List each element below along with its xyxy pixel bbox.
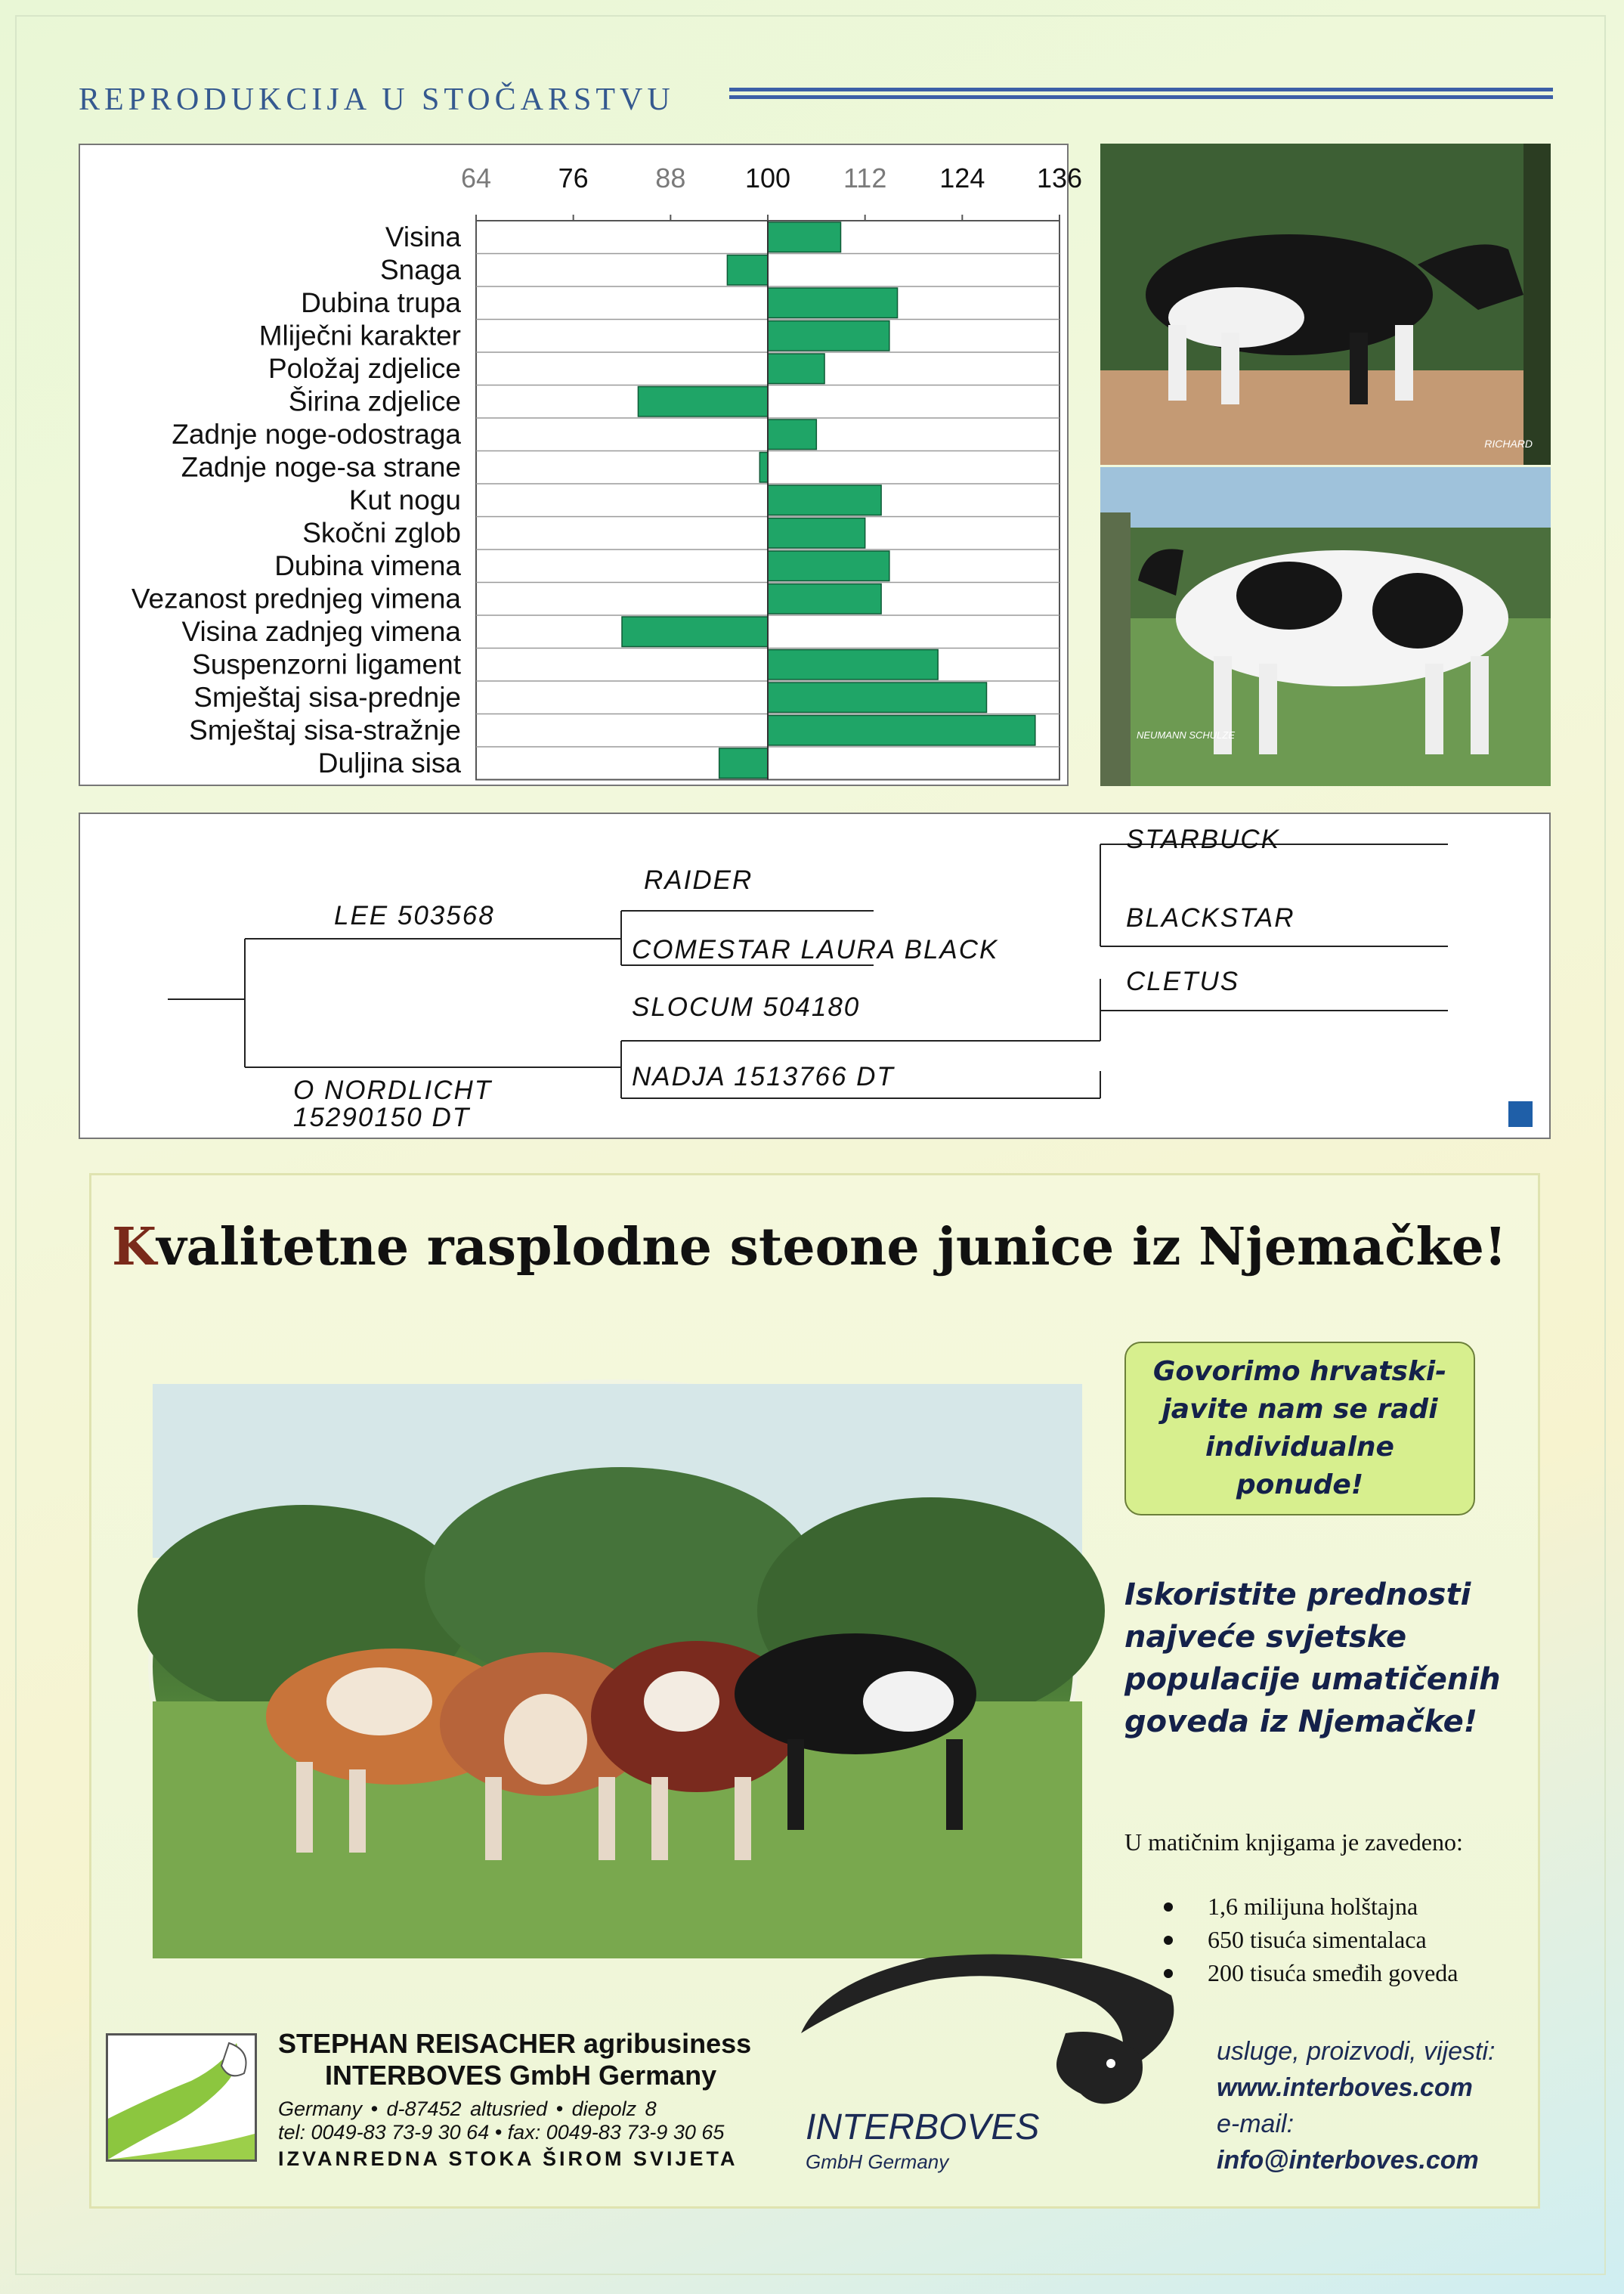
interboves-logo-sub: GmbH Germany bbox=[806, 2150, 949, 2173]
category-label: Vezanost prednjeg vimena bbox=[131, 583, 461, 615]
bar bbox=[768, 650, 938, 680]
bar bbox=[727, 255, 768, 286]
ad-headline-rest: valitetne rasplodne steone junice iz Njemačke! bbox=[156, 1217, 1507, 1277]
bar bbox=[768, 551, 889, 581]
contact-website-link[interactable]: www.interboves.com bbox=[1217, 2073, 1473, 2102]
bar bbox=[768, 419, 816, 450]
section-title: REPRODUKCIJA U STOČARSTVU bbox=[79, 82, 675, 117]
herd-illustration bbox=[153, 1384, 1082, 1958]
category-label: Mliječni karakter bbox=[258, 320, 461, 351]
stats-list bbox=[1164, 1890, 1458, 1989]
speech-bubble bbox=[1124, 1342, 1475, 1515]
photo-credit-top: RICHARD bbox=[1484, 438, 1533, 450]
bar bbox=[768, 321, 889, 351]
herd-photo bbox=[148, 1379, 1078, 1954]
header-rule bbox=[729, 88, 1553, 103]
bar bbox=[768, 716, 1035, 746]
linear-traits-chart bbox=[79, 144, 1083, 786]
category-label: Dubina vimena bbox=[274, 550, 461, 581]
bar bbox=[768, 683, 987, 713]
ad-headline-initial: K bbox=[112, 1217, 157, 1277]
contact-label-web: usluge, proizvodi, vijesti: bbox=[1217, 2037, 1496, 2066]
bar bbox=[638, 387, 768, 417]
section-end-mark bbox=[1508, 1101, 1533, 1127]
pedigree-dam-sire: SLOCUM 504180 bbox=[632, 992, 861, 1022]
contact-block bbox=[1217, 2033, 1496, 2178]
pedigree-dam-reg: 15290150 DT bbox=[293, 1103, 471, 1132]
ad-headline bbox=[112, 1217, 1507, 1277]
category-label: Skočni zglob bbox=[302, 517, 461, 549]
leaf-logo-icon bbox=[108, 2035, 255, 2159]
bar bbox=[768, 584, 881, 615]
company-address: Germany • d-87452 altusried • diepolz 8 bbox=[278, 2097, 657, 2120]
bull-photo bbox=[1100, 144, 1551, 465]
company-logo bbox=[106, 2033, 257, 2162]
bar bbox=[719, 748, 768, 779]
photo-credit-bottom: NEUMANN SCHULZE bbox=[1137, 729, 1236, 741]
company-phone: tel: 0049-83 73-9 30 64 • fax: 0049-83 73-9 30 65 bbox=[278, 2121, 725, 2144]
company-name: STEPHAN REISACHER agribusiness bbox=[278, 2028, 752, 2059]
bar bbox=[768, 485, 881, 515]
x-tick-label: 64 bbox=[460, 163, 492, 193]
pedigree-g3-2: BLACKSTAR bbox=[1126, 903, 1295, 933]
category-label: Smještaj sisa-prednje bbox=[193, 681, 461, 713]
bar bbox=[759, 453, 768, 483]
category-label: Zadnje noge-sa strane bbox=[181, 451, 461, 483]
company-slogan: IZVANREDNA STOKA ŠIROM SVIJETA bbox=[278, 2147, 738, 2170]
company-subname: INTERBOVES GmbH Germany bbox=[325, 2060, 717, 2091]
stats-item: 1,6 milijuna holštajna bbox=[1164, 1890, 1458, 1923]
category-label: Kut nogu bbox=[348, 484, 461, 515]
category-label: Položaj zdjelice bbox=[268, 352, 461, 384]
category-label: Zadnje noge-odostraga bbox=[172, 418, 461, 450]
interboves-logo-name: INTERBOVES bbox=[806, 2107, 1040, 2147]
x-tick-label: 112 bbox=[843, 163, 887, 193]
stats-intro: U matičnim knjigama je zavedeno: bbox=[1124, 1828, 1463, 1856]
interboves-cow-logo-icon bbox=[793, 1950, 1186, 2116]
category-label: Duljina sisa bbox=[317, 747, 461, 779]
pedigree-dam: O NORDLICHT bbox=[293, 1076, 493, 1105]
bar bbox=[768, 288, 898, 318]
cow-photo bbox=[1100, 467, 1551, 786]
chart-svg bbox=[80, 145, 1083, 788]
x-tick-label: 76 bbox=[558, 163, 589, 193]
pedigree-sire-dam: COMESTAR LAURA BLACK bbox=[632, 935, 999, 964]
pedigree-g3-1: STARBUCK bbox=[1126, 825, 1280, 854]
company-info bbox=[278, 2028, 807, 2171]
bull-illustration bbox=[1100, 144, 1551, 465]
pedigree-sire-sire: RAIDER bbox=[644, 865, 753, 895]
category-label: Dubina trupa bbox=[301, 286, 461, 318]
pedigree-sire: LEE 503568 bbox=[334, 901, 495, 930]
bar bbox=[768, 354, 824, 384]
category-label: Suspenzorni ligament bbox=[192, 649, 461, 680]
category-label: Smještaj sisa-stražnje bbox=[189, 714, 461, 746]
pedigree-g3-3: CLETUS bbox=[1126, 967, 1240, 996]
bar bbox=[622, 617, 768, 647]
x-tick-label: 100 bbox=[744, 163, 791, 193]
x-tick-label: 136 bbox=[1036, 163, 1083, 193]
x-tick-label: 124 bbox=[939, 163, 985, 193]
contact-email-link[interactable]: info@interboves.com bbox=[1217, 2146, 1479, 2175]
category-label: Širina zdjelice bbox=[288, 385, 461, 417]
speech-text: Govorimo hrvatski- javite nam se radi individualne ponude! bbox=[1152, 1356, 1447, 1500]
category-label: Visina bbox=[385, 221, 461, 252]
stats-item: 650 tisuća simentalaca bbox=[1164, 1923, 1458, 1956]
category-label: Snaga bbox=[380, 254, 461, 286]
contact-label-email: e-mail: bbox=[1217, 2110, 1295, 2138]
category-label: Visina zadnjeg vimena bbox=[181, 615, 461, 647]
pedigree-dam-dam: NADJA 1513766 DT bbox=[632, 1062, 895, 1091]
stats-item: 200 tisuća smeđih goveda bbox=[1164, 1956, 1458, 1989]
x-tick-label: 88 bbox=[655, 163, 686, 193]
bar bbox=[768, 222, 841, 252]
bar bbox=[768, 519, 865, 549]
pedigree-box bbox=[79, 813, 1551, 1139]
promo-text: Iskoristite prednosti najveće svjetske populacije umatičenih goveda iz Njemačke! bbox=[1124, 1577, 1501, 1739]
